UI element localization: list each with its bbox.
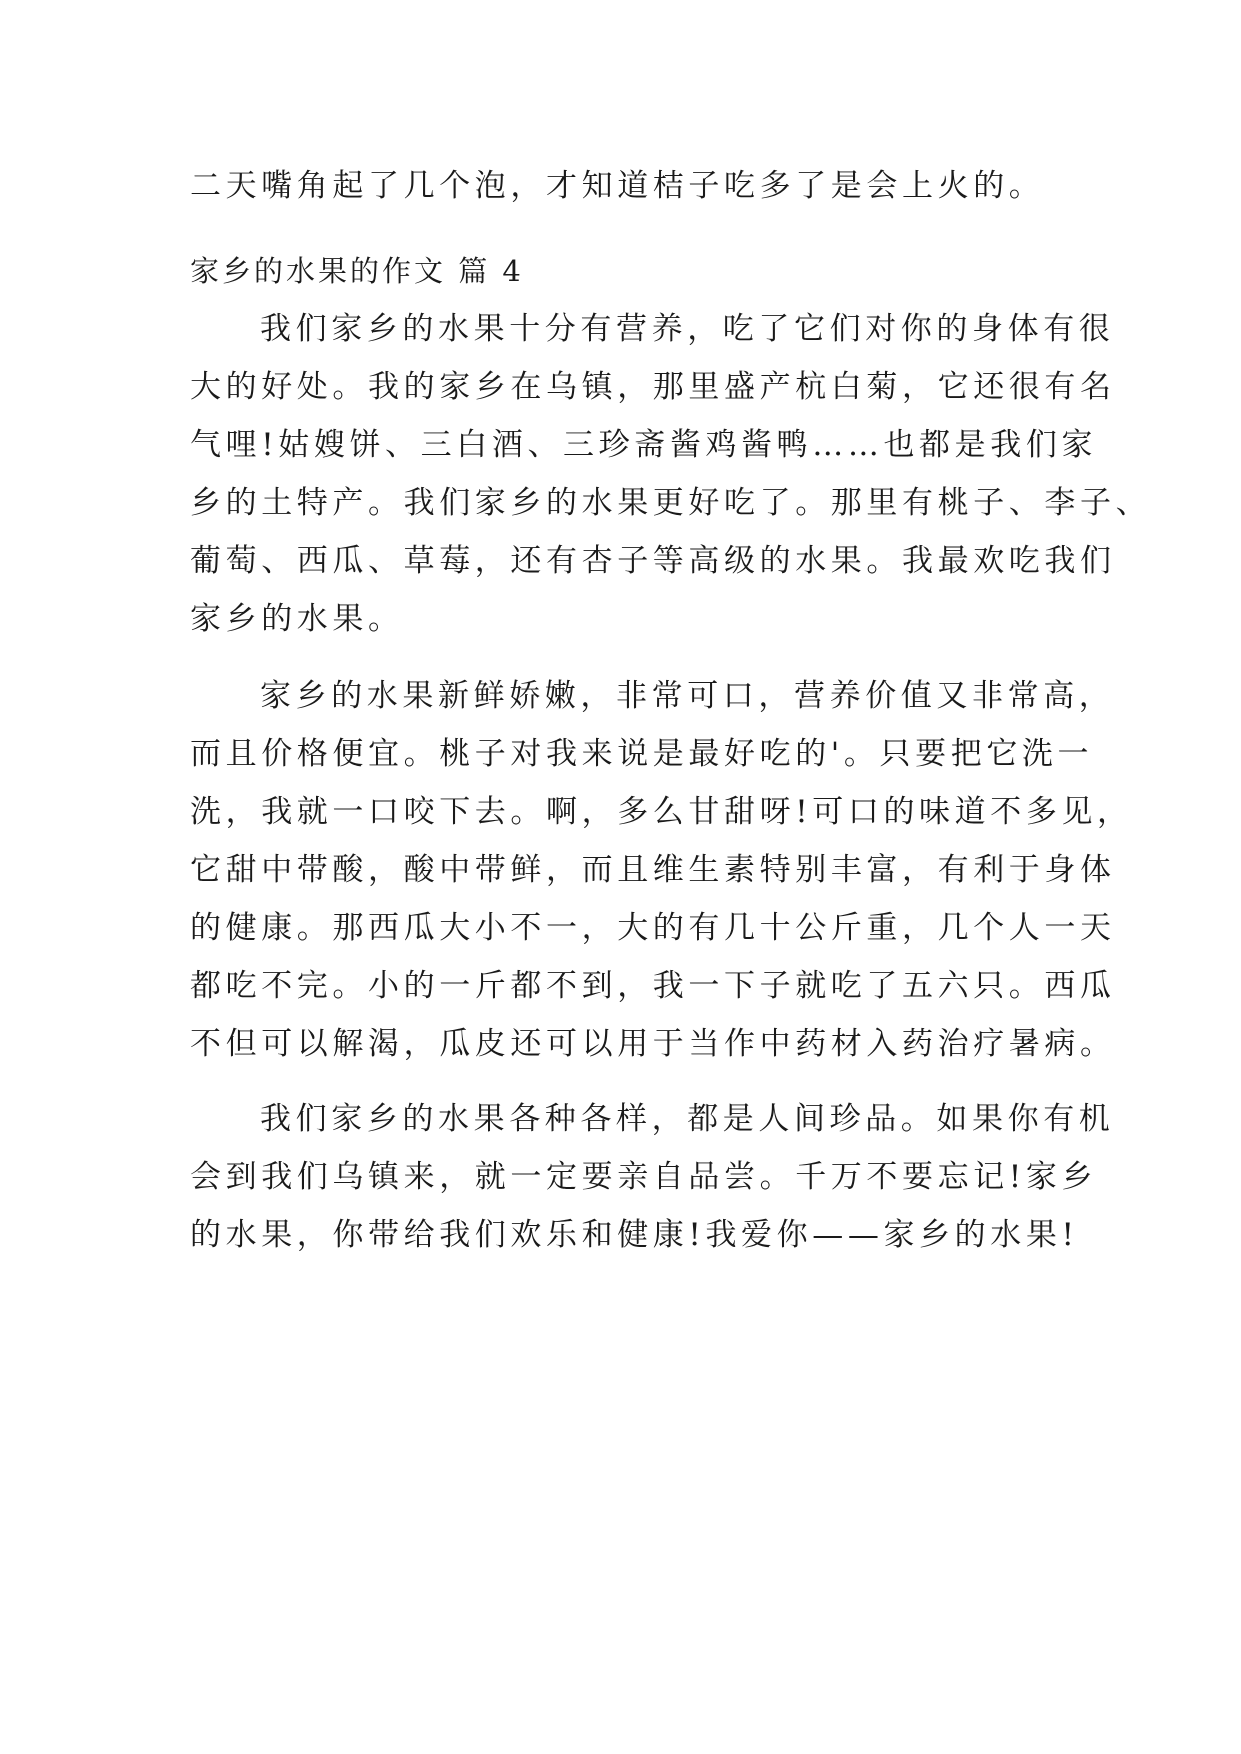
text-line: 我们家乡的水果各种各样，都是人间珍品。如果你有机 bbox=[260, 1101, 1115, 1137]
text-line: 它甜中带酸，酸中带鲜，而且维生素特别丰富，有利于身体 bbox=[190, 852, 1116, 888]
text-line: 大的好处。我的家乡在乌镇，那里盛产杭白菊，它还很有名 bbox=[190, 369, 1116, 405]
text-line: 洗，我就一口咬下去。啊，多么甘甜呀!可口的味道不多见， bbox=[190, 794, 1133, 830]
text-line: 家乡的水果。 bbox=[190, 601, 404, 637]
text-line: 我们家乡的水果十分有营养，吃了它们对你的身体有很 bbox=[260, 311, 1115, 347]
text-line: 葡萄、西瓜、草莓，还有杏子等高级的水果。我最欢吃我们 bbox=[190, 543, 1116, 579]
essay-paragraph-1 bbox=[190, 300, 1152, 648]
text-line: 二天嘴角起了几个泡，才知道桔子吃多了是会上火的。 bbox=[190, 168, 1045, 204]
text-line: 家乡的水果新鲜娇嫩，非常可口，营养价值又非常高， bbox=[260, 678, 1115, 714]
essay-paragraph-2 bbox=[190, 667, 1133, 1073]
text-line: 的健康。那西瓜大小不一，大的有几十公斤重，几个人一天 bbox=[190, 910, 1116, 946]
section-heading: 家乡的水果的作文 篇 4 bbox=[190, 254, 524, 288]
text-line: 而且价格便宜。桃子对我来说是最好吃的'。只要把它洗一 bbox=[190, 736, 1094, 772]
text-line: 气哩!姑嫂饼、三白酒、三珍斋酱鸡酱鸭……也都是我们家 bbox=[190, 427, 1098, 463]
text-line: 不但可以解渴，瓜皮还可以用于当作中药材入药治疗暑病。 bbox=[190, 1026, 1116, 1062]
text-line: 乡的土特产。我们家乡的水果更好吃了。那里有桃子、李子、 bbox=[190, 485, 1152, 521]
previous-section-tail bbox=[190, 157, 1070, 215]
essay-paragraph-3 bbox=[190, 1090, 1115, 1264]
text-line: 会到我们乌镇来，就一定要亲自品尝。千万不要忘记!家乡 bbox=[190, 1159, 1098, 1195]
text-line: 都吃不完。小的一斤都不到，我一下子就吃了五六只。西瓜 bbox=[190, 968, 1116, 1004]
text-line: 的水果，你带给我们欢乐和健康!我爱你——家乡的水果! bbox=[190, 1217, 1079, 1253]
